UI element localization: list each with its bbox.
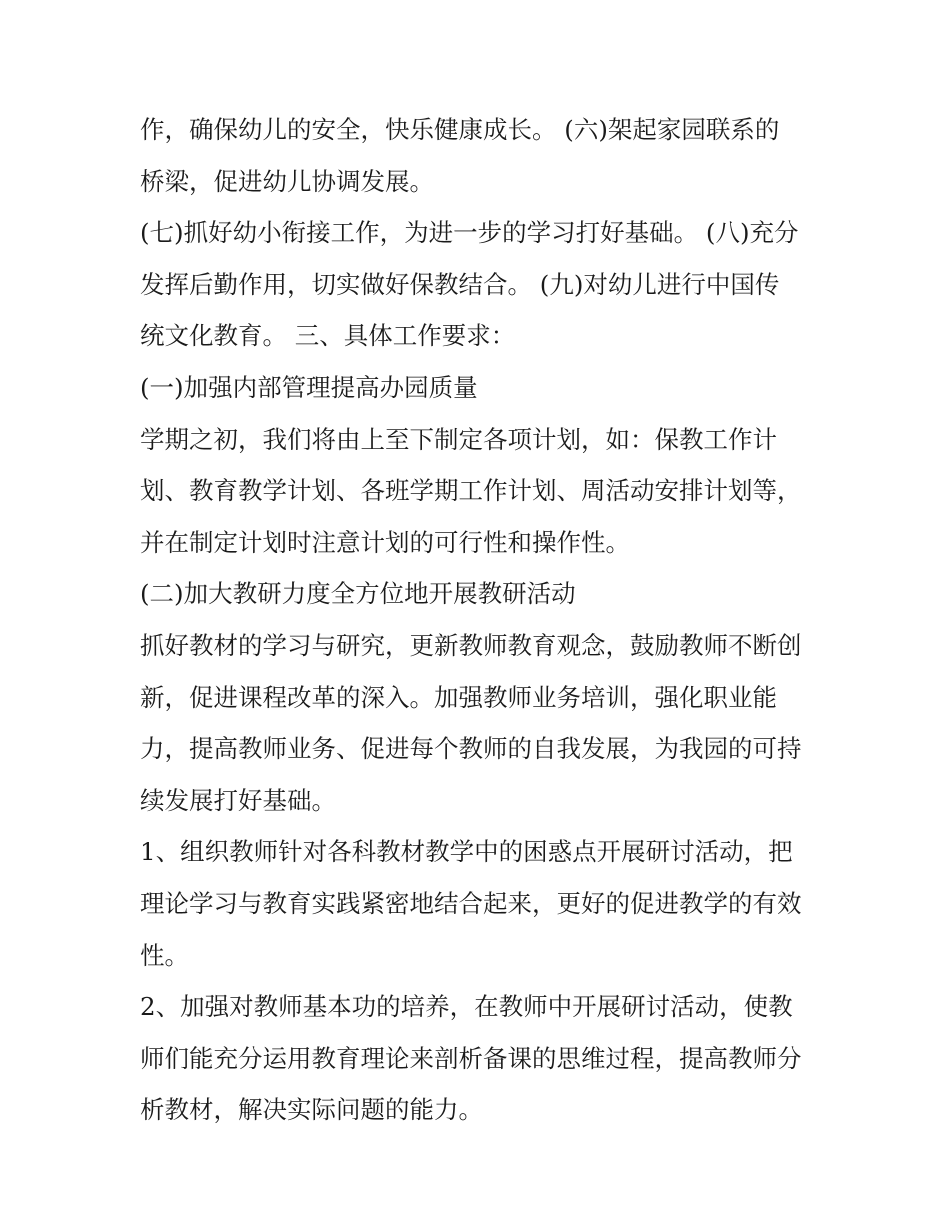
text-line: 学期之初，我们将由上至下制定各项计划，如：保教工作计 [140, 424, 777, 454]
list-item: 2、加强对教师基本功的培养，在教师中开展研讨活动，使教 [140, 992, 793, 1022]
list-item: 1、组织教师针对各科教材教学中的困惑点开展研讨活动，把 [140, 837, 793, 867]
text-line: 理论学习与教育实践紧密地结合起来，更好的促进教学的有效 [140, 888, 802, 918]
text-line: 性。 [140, 940, 189, 970]
section-heading: (二)加大教研力度全方位地开展教研活动 [140, 579, 576, 609]
text-line: 力，提高教师业务、促进每个教师的自我发展，为我园的可持 [140, 734, 802, 764]
text-line: (七)抓好幼小衔接工作，为进一步的学习打好基础。 (八)充分 [140, 218, 799, 248]
document-body [140, 104, 820, 1136]
text-line: 续发展打好基础。 [140, 785, 336, 815]
text-line: 统文化教育。 三、具体工作要求： [140, 321, 516, 351]
text-line: 抓好教材的学习与研究，更新教师教育观念，鼓励教师不断创 [140, 630, 802, 660]
text-line: 师们能充分运用教育理论来剖析备课的思维过程，提高教师分 [140, 1043, 802, 1073]
text-line: 作，确保幼儿的安全，快乐健康成长。 (六)架起家园联系的 [140, 115, 780, 144]
text-line: 发挥后勤作用，切实做好保教结合。 (九)对幼儿进行中国传 [140, 269, 780, 299]
text-line: 析教材，解决实际问题的能力。 [140, 1095, 483, 1125]
text-line: 划、教育教学计划、各班学期工作计划、周活动安排计划等， [140, 476, 802, 506]
text-line: 新，促进课程改革的深入。加强教师业务培训，强化职业能 [140, 682, 777, 712]
section-heading: (一)加强内部管理提高办园质量 [140, 372, 478, 402]
text-line: 并在制定计划时注意计划的可行性和操作性。 [140, 527, 630, 557]
text-line: 桥梁，促进幼儿协调发展。 [140, 166, 434, 196]
